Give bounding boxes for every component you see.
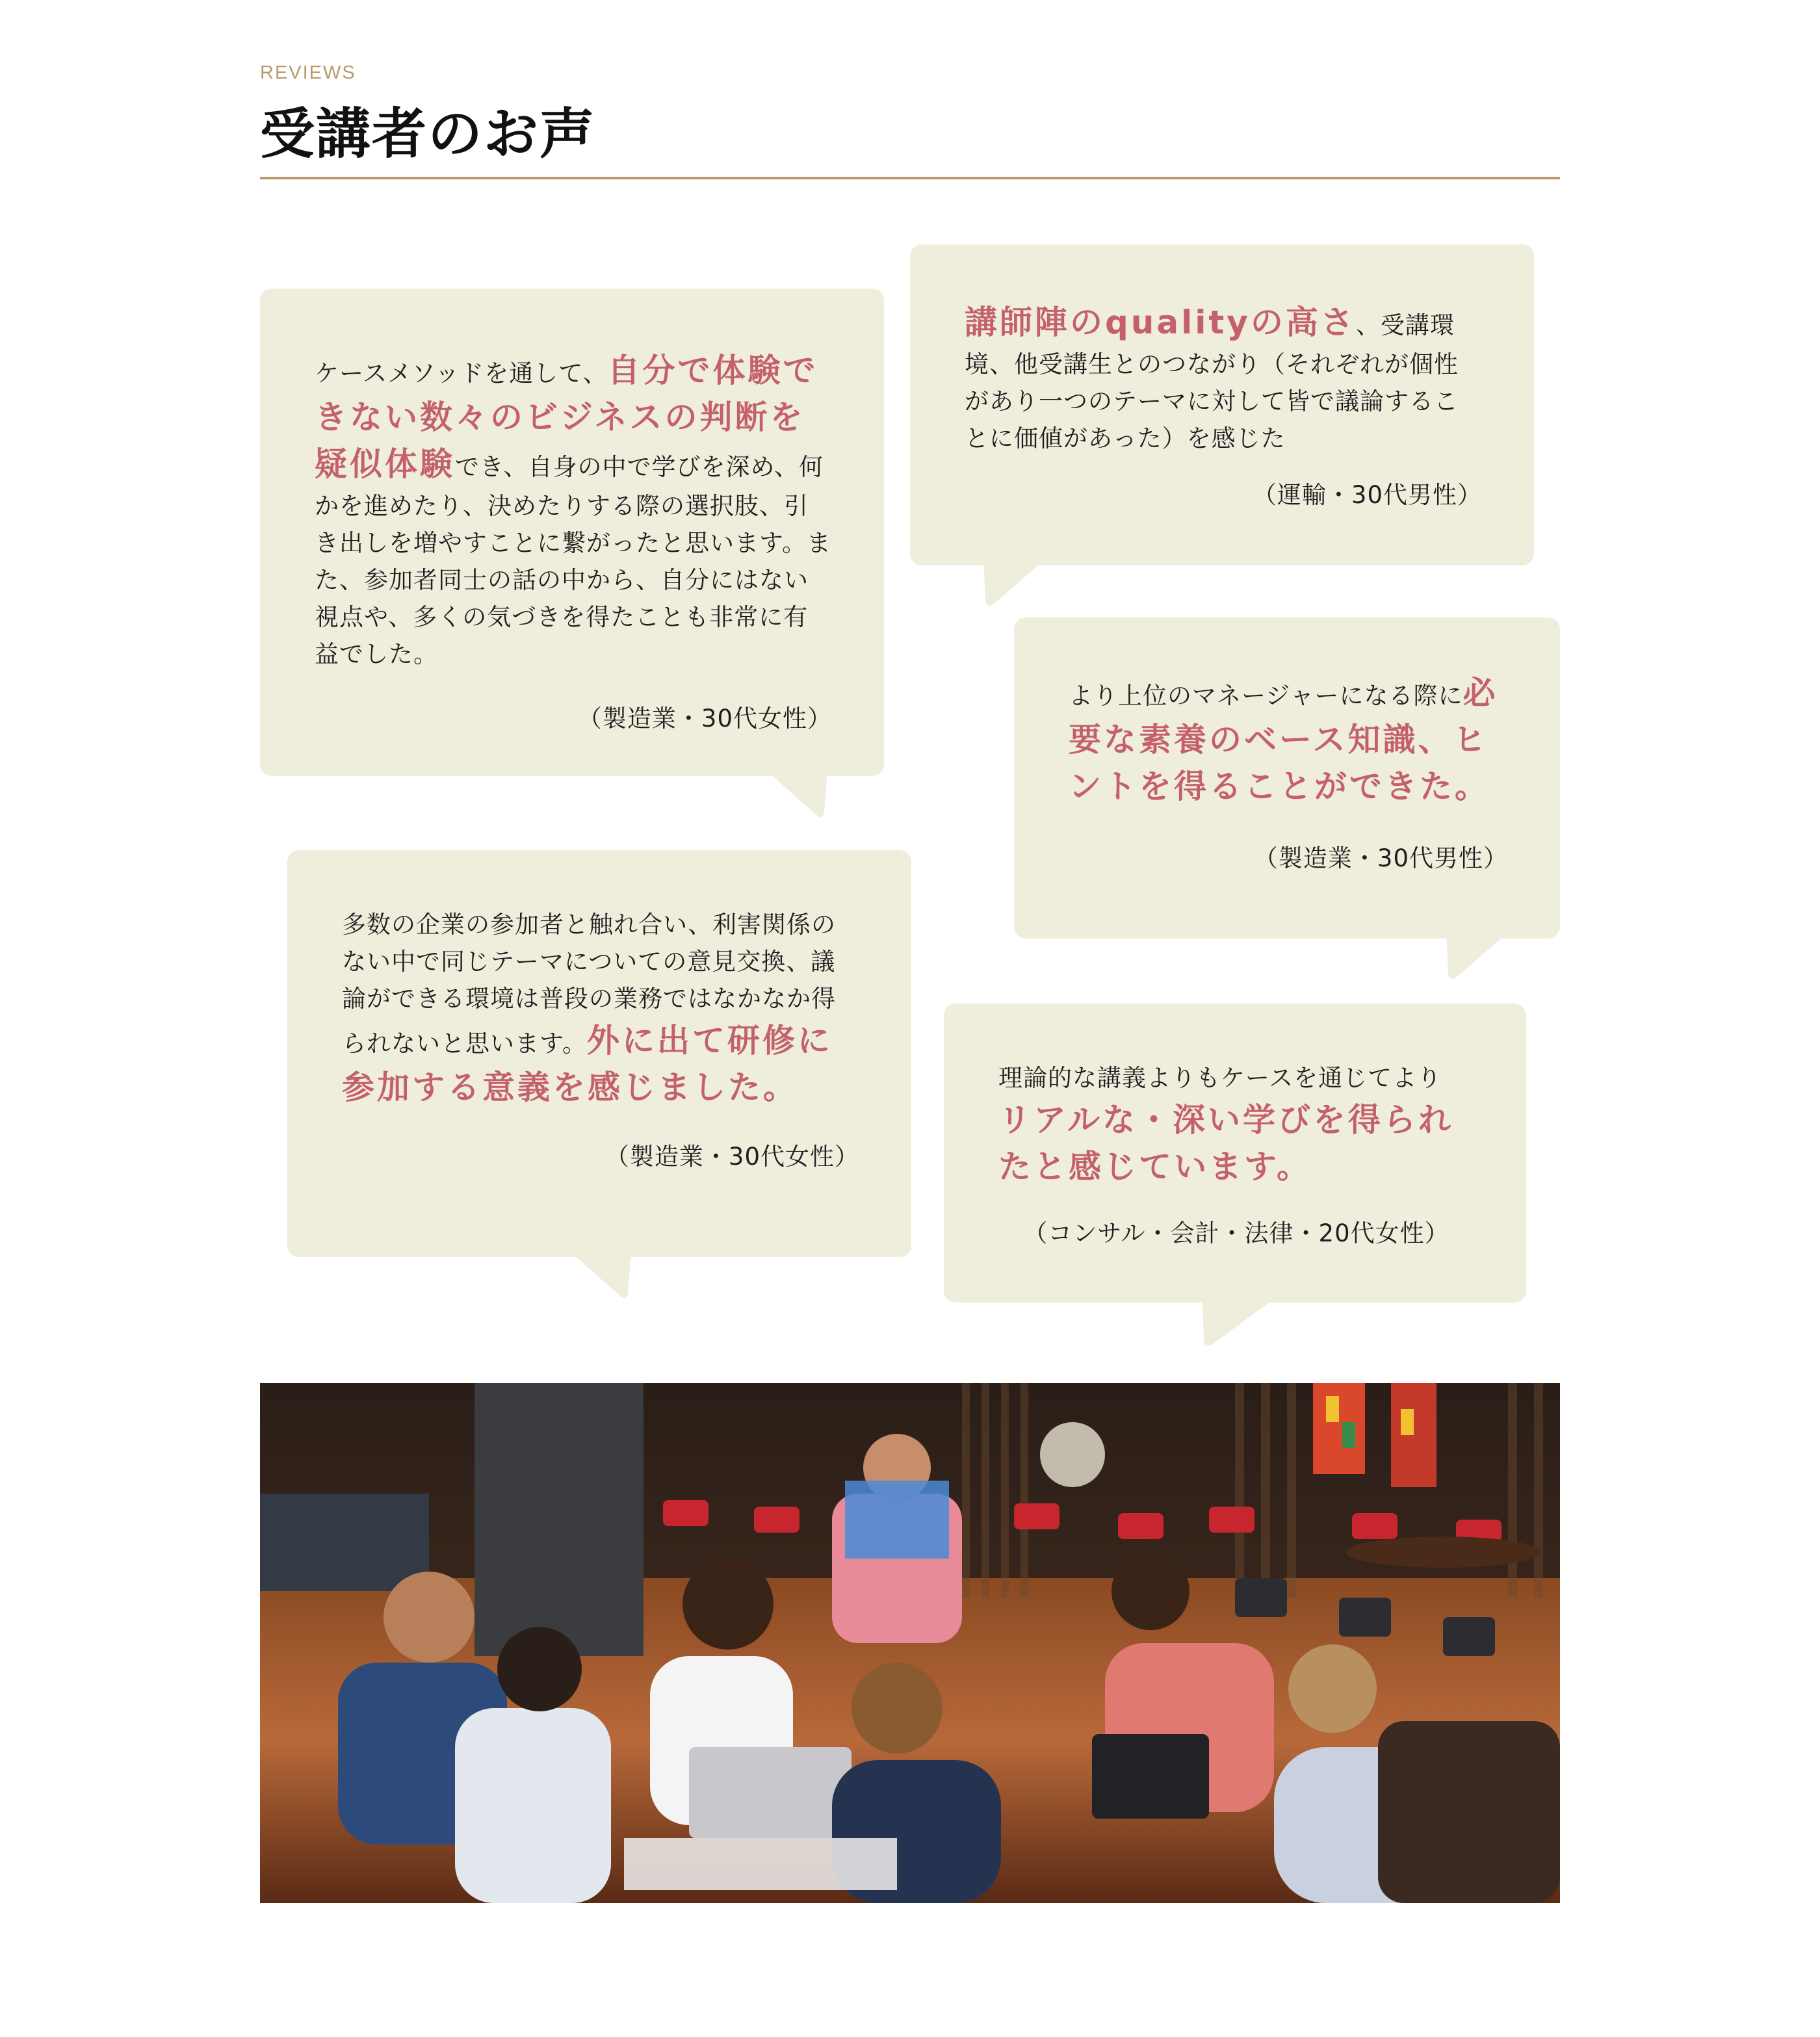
review-attribution: （製造業・30代女性） [604, 1143, 859, 1171]
review-attribution: （コンサル・会計・法律・20代女性） [1023, 1219, 1450, 1247]
review-highlight: リアルな・深い学びを得られたと感じています。 [998, 1101, 1453, 1186]
review-card-4 [287, 850, 911, 1257]
review-highlight: 外に出て研修に参加する意義を感じました。 [342, 1022, 833, 1106]
review-card-2 [910, 244, 1534, 565]
review-text: 講師陣のqualityの高さ、受講環境、他受講生とのつながり（それぞれが個性があり一つのテーマに対して皆で議論することに価値があった）を感じた [965, 304, 1459, 452]
speech-tail-icon [983, 563, 1041, 610]
group-discussion-photo [260, 1383, 1560, 1903]
flower-arrangement [1040, 1422, 1105, 1487]
photo-illustration [260, 1383, 1560, 1903]
page-title: 受講者のお声 [260, 102, 596, 166]
review-attribution: （製造業・30代女性） [577, 705, 832, 733]
review-card-3 [1014, 617, 1560, 939]
review-text: より上位のマネージャーになる際に必要な素養のベース知識、ヒントを得ることができた。 [1069, 674, 1498, 805]
review-card-1 [260, 289, 884, 776]
review-text: 理論的な講義よりもケースを通じてよりリアルな・深い学びを得られたと感じています。 [998, 1064, 1453, 1186]
review-card-5 [944, 1004, 1526, 1303]
review-text: ケースメソッドを通して、自分で体験できない数々のビジネスの判断を疑似体験でき、自身の中で学びを深め、何かを進めたり、決めたりする際の選択肢、引き出しを増やすことに繋がったと思います。また、参加者同士の話の中から、自分にはない視点や、多くの気づきを得たことも非常に有益でした。 [315, 352, 832, 668]
papers-on-table [624, 1838, 897, 1890]
review-highlight: 講師陣のqualityの高さ [965, 304, 1356, 341]
section-eyebrow: REVIEWS [260, 62, 356, 83]
title-divider [260, 177, 1560, 179]
review-highlight: 必要な素養のベース知識、ヒントを得ることができた。 [1069, 674, 1498, 805]
speech-tail-icon [770, 773, 828, 820]
speech-tail-icon [1446, 936, 1504, 983]
review-text: 多数の企業の参加者と触れ合い、利害関係のない中で同じテーマについての意見交換、議論ができる環境は普段の業務ではなかなか得られないと思います。外に出て研修に参加する意義を感じました。 [342, 911, 836, 1106]
review-attribution: （製造業・30代男性） [1253, 844, 1508, 872]
speech-tail-icon [573, 1254, 632, 1301]
review-attribution: （運輸・30代男性） [1252, 481, 1482, 509]
speech-tail-icon [1201, 1300, 1273, 1349]
review-highlight: 自分で体験できない数々のビジネスの判断を疑似体験 [315, 352, 818, 483]
cabinet [260, 1494, 429, 1591]
pillar [474, 1383, 644, 1656]
